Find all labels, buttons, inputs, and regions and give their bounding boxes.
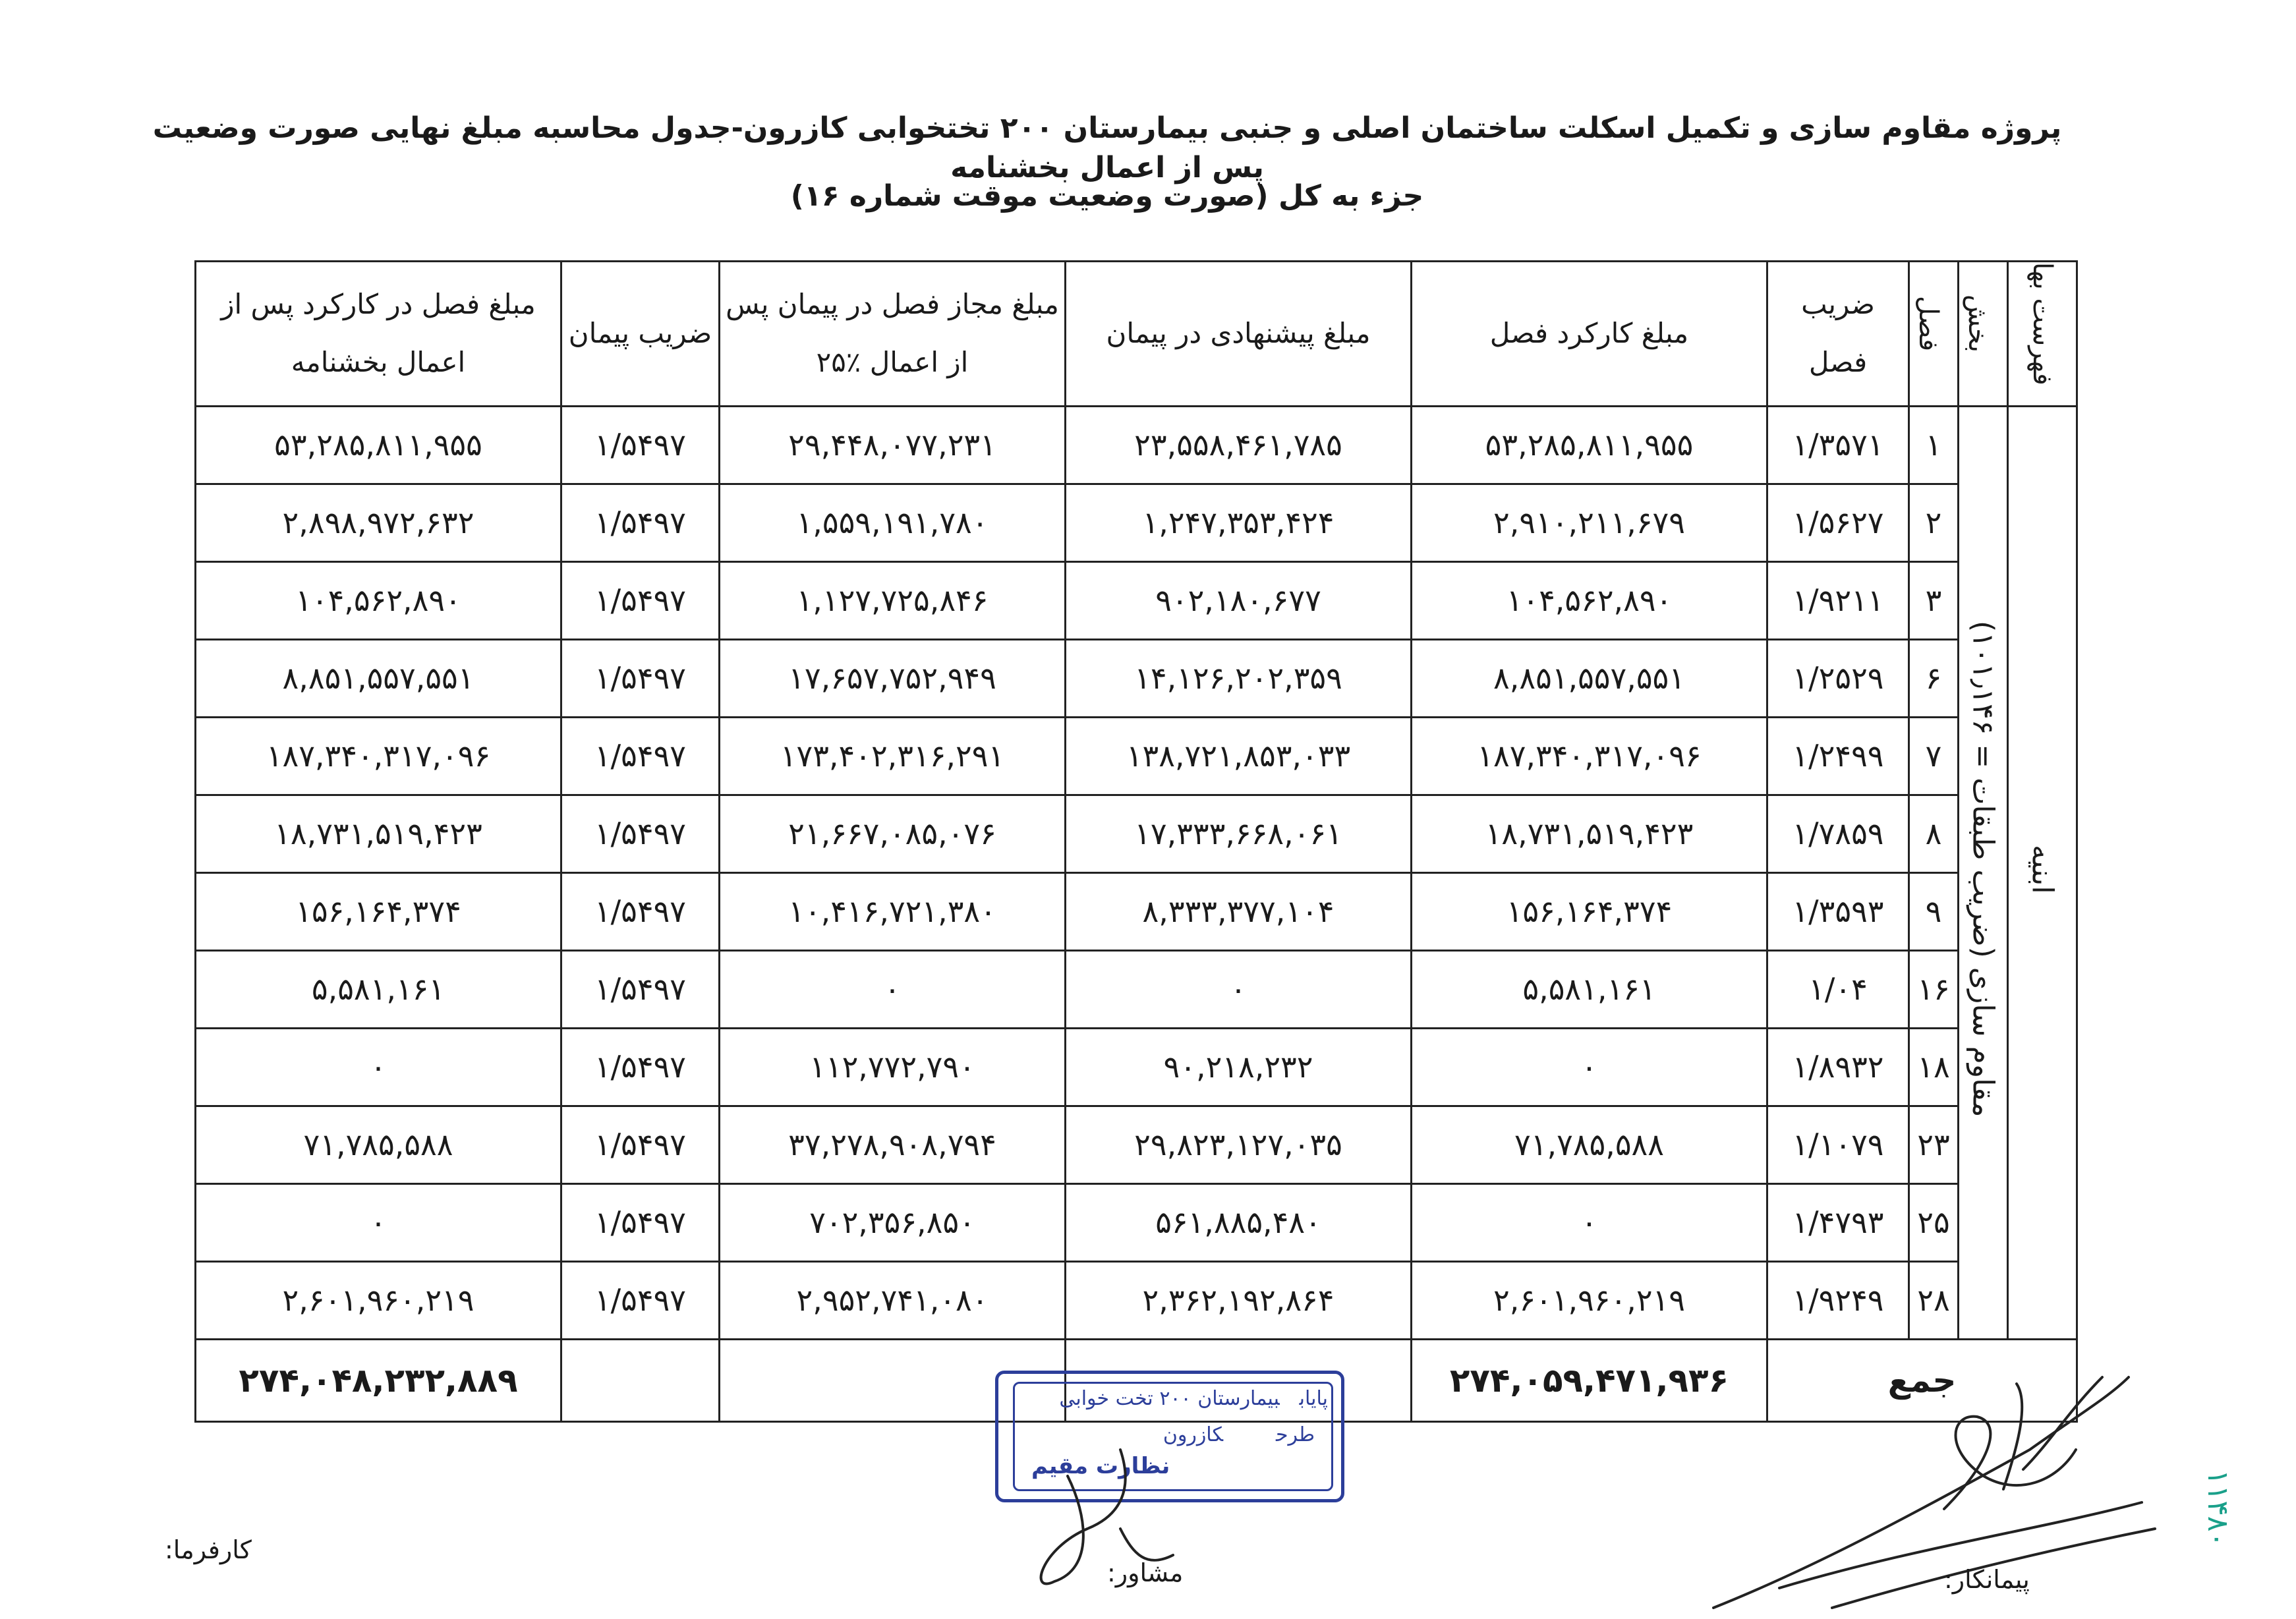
chapter-work-cell: ۱۸,۷۳۱,۵۱۹,۴۲۳ bbox=[1412, 795, 1767, 872]
proposed-cell: ۱۳۸,۷۲۱,۸۵۳,۰۳۳ bbox=[1066, 717, 1412, 795]
proposed-cell: ۲,۳۶۲,۱۹۲,۸۶۴ bbox=[1066, 1261, 1412, 1339]
allowed-cell: ۱,۵۵۹,۱۹۱,۷۸۰ bbox=[720, 484, 1066, 561]
allowed-cell: ۲۱,۶۶۷,۰۸۵,۰۷۶ bbox=[720, 795, 1066, 872]
total-label-cell: جمع bbox=[1767, 1339, 2077, 1421]
proposed-cell: ۵۶۱,۸۸۵,۴۸۰ bbox=[1066, 1183, 1412, 1261]
contract-coef-cell: ۱/۵۴۹۷ bbox=[561, 1261, 720, 1339]
final-cell: ۷۱,۷۸۵,۵۸۸ bbox=[196, 1106, 561, 1183]
contractor-signature bbox=[1713, 1377, 2129, 1608]
contractor-signature-flourish bbox=[2003, 1377, 2102, 1489]
contract-coef-cell: ۱/۵۴۹۷ bbox=[561, 950, 720, 1028]
chapter-coef-cell: ۱/۹۲۱۱ bbox=[1767, 561, 1909, 639]
contract-coef-cell: ۱/۵۴۹۷ bbox=[561, 406, 720, 484]
final-cell: ۰ bbox=[196, 1183, 561, 1261]
chapter-work-cell: ۱۰۴,۵۶۲,۸۹۰ bbox=[1412, 561, 1767, 639]
price-list-cell: ابنیه bbox=[2008, 406, 2077, 1339]
stamp-line3: نظارت مقیم bbox=[1031, 1453, 1170, 1479]
contract-coef-cell: ۱/۵۴۹۷ bbox=[561, 639, 720, 717]
chapter-cell: ۲۳ bbox=[1909, 1106, 1959, 1183]
allowed-cell: ۷۰۲,۳۵۶,۸۵۰ bbox=[720, 1183, 1066, 1261]
contract-coef-cell: ۱/۵۴۹۷ bbox=[561, 717, 720, 795]
chapter-cell: ۱۸ bbox=[1909, 1028, 1959, 1106]
final-cell: ۰ bbox=[196, 1028, 561, 1106]
chapter-cell: ۸ bbox=[1909, 795, 1959, 872]
chapter-cell: ۱۶ bbox=[1909, 950, 1959, 1028]
chapter-work-cell: ۲,۹۱۰,۲۱۱,۶۷۹ bbox=[1412, 484, 1767, 561]
allowed-cell: ۱,۱۲۷,۷۲۵,۸۴۶ bbox=[720, 561, 1066, 639]
allowed-cell: ۱۷,۶۵۷,۷۵۲,۹۴۹ bbox=[720, 639, 1066, 717]
chapter-work-cell: ۸,۸۵۱,۵۵۷,۵۵۱ bbox=[1412, 639, 1767, 717]
chapter-coef-cell: ۱/۴۷۹۳ bbox=[1767, 1183, 1909, 1261]
header-final: مبلغ فصل در کارکرد پس از اعمال بخشنامه bbox=[196, 262, 561, 407]
allowed-cell: ۱۱۲,۷۷۲,۷۹۰ bbox=[720, 1028, 1066, 1106]
chapter-coef-cell: ۱/۰۴ bbox=[1767, 950, 1909, 1028]
proposed-cell: ۱۷,۳۳۳,۶۶۸,۰۶۱ bbox=[1066, 795, 1412, 872]
allowed-cell: ۱۷۳,۴۰۲,۳۱۶,۲۹۱ bbox=[720, 717, 1066, 795]
contract-coef-cell: ۱/۵۴۹۷ bbox=[561, 872, 720, 950]
header-contract-coef: ضریب پیمان bbox=[561, 262, 720, 407]
consultant-signature-label: مشاور: bbox=[1107, 1558, 1184, 1587]
chapter-coef-cell: ۱/۸۹۳۲ bbox=[1767, 1028, 1909, 1106]
chapter-cell: ۳ bbox=[1909, 561, 1959, 639]
chapter-coef-cell: ۱/۵۶۲۷ bbox=[1767, 484, 1909, 561]
chapter-coef-cell: ۱/۳۵۷۱ bbox=[1767, 406, 1909, 484]
contract-coef-cell: ۱/۵۴۹۷ bbox=[561, 795, 720, 872]
contract-coef-cell: ۱/۵۴۹۷ bbox=[561, 1028, 720, 1106]
contractor-signature-label: پیمانکار: bbox=[1944, 1565, 2030, 1594]
chapter-coef-cell: ۱/۷۸۵۹ bbox=[1767, 795, 1909, 872]
chapter-work-cell: ۱۵۶,۱۶۴,۳۷۴ bbox=[1412, 872, 1767, 950]
header-chapter-coef: ضریب فصل bbox=[1767, 262, 1909, 407]
proposed-cell: ۹۰,۲۱۸,۲۳۲ bbox=[1066, 1028, 1412, 1106]
final-cell: ۱۸۷,۳۴۰,۳۱۷,۰۹۶ bbox=[196, 717, 561, 795]
proposed-cell: ۱۴,۱۲۶,۲۰۲,۳۵۹ bbox=[1066, 639, 1412, 717]
chapter-cell: ۲۸ bbox=[1909, 1261, 1959, 1339]
chapter-work-cell: ۰ bbox=[1412, 1028, 1767, 1106]
chapter-cell: ۲ bbox=[1909, 484, 1959, 561]
proposed-cell: ۲۹,۸۲۳,۱۲۷,۰۳۵ bbox=[1066, 1106, 1412, 1183]
chapter-work-cell: ۷۱,۷۸۵,۵۸۸ bbox=[1412, 1106, 1767, 1183]
header-proposed: مبلغ پیشنهادی در پیمان bbox=[1066, 262, 1412, 407]
total-work-cell: ۲۷۴,۰۵۹,۴۷۱,۹۳۶ bbox=[1412, 1339, 1767, 1421]
chapter-work-cell: ۵۳,۲۸۵,۸۱۱,۹۵۵ bbox=[1412, 406, 1767, 484]
chapter-cell: ۹ bbox=[1909, 872, 1959, 950]
consultant-signature-tail bbox=[1120, 1529, 1173, 1560]
final-cell: ۱۵۶,۱۶۴,۳۷۴ bbox=[196, 872, 561, 950]
allowed-cell: ۱۰,۴۱۶,۷۲۱,۳۸۰ bbox=[720, 872, 1066, 950]
chapter-work-cell: ۰ bbox=[1412, 1183, 1767, 1261]
chapter-cell: ۲۵ bbox=[1909, 1183, 1959, 1261]
final-cell: ۵,۵۸۱,۱۶۱ bbox=[196, 950, 561, 1028]
allowed-cell: ۲,۹۵۲,۷۴۱,۰۸۰ bbox=[720, 1261, 1066, 1339]
contract-coef-cell: ۱/۵۴۹۷ bbox=[561, 1183, 720, 1261]
header-price-list: فهرست بها bbox=[2008, 262, 2077, 407]
header-chapter: فصل bbox=[1909, 262, 1959, 407]
chapter-coef-cell: ۱/۱۰۷۹ bbox=[1767, 1106, 1909, 1183]
stamp-line2b: کازرون bbox=[1162, 1423, 1224, 1446]
allowed-cell: ۳۷,۲۷۸,۹۰۸,۷۹۴ bbox=[720, 1106, 1066, 1183]
chapter-cell: ۱ bbox=[1909, 406, 1959, 484]
header-chapter-work: مبلغ کارکرد فصل bbox=[1412, 262, 1767, 407]
proposed-cell: ۲۳,۵۵۸,۴۶۱,۷۸۵ bbox=[1066, 406, 1412, 484]
section-cell: مقاوم سازی (ضریب طبقات = ۱۰۱٫۱۴۶) bbox=[1959, 406, 2008, 1339]
proposed-cell: ۰ bbox=[1066, 950, 1412, 1028]
total-final-cell: ۲۷۴,۰۴۸,۲۳۲,۸۸۹ bbox=[196, 1339, 561, 1421]
allowed-cell: ۲۹,۴۴۸,۰۷۷,۲۳۱ bbox=[720, 406, 1066, 484]
chapter-coef-cell: ۱/۳۵۹۳ bbox=[1767, 872, 1909, 950]
allowed-cell: ۰ bbox=[720, 950, 1066, 1028]
chapter-cell: ۷ bbox=[1909, 717, 1959, 795]
header-section: بخش bbox=[1959, 262, 2008, 407]
final-cell: ۲,۸۹۸,۹۷۲,۶۳۲ bbox=[196, 484, 561, 561]
header-allowed: مبلغ مجاز فصل در پیمان پس از اعمال ٪۲۵ bbox=[720, 262, 1066, 407]
final-cell: ۸,۸۵۱,۵۵۷,۵۵۱ bbox=[196, 639, 561, 717]
chapter-work-cell: ۵,۵۸۱,۱۶۱ bbox=[1412, 950, 1767, 1028]
chapter-coef-cell: ۱/۲۵۲۹ bbox=[1767, 639, 1909, 717]
chapter-coef-cell: ۱/۲۴۹۹ bbox=[1767, 717, 1909, 795]
employer-signature-label: کارفرما: bbox=[165, 1535, 252, 1564]
document-subtitle: جزء به کل (صورت وضعیت موقت شماره ۱۶) bbox=[790, 179, 1424, 213]
proposed-cell: ۸,۳۳۳,۳۷۷,۱۰۴ bbox=[1066, 872, 1412, 950]
document-title: پروژه مقاوم سازی و تکمیل اسکلت ساختمان اصلی و جنبی بیمارستان ۲۰۰ تختخوابی کازرون-جدول محاسبه مبلغ نهایی صورت وضعیت پس از اعمال بخشنامه bbox=[152, 111, 2062, 185]
chapter-work-cell: ۱۸۷,۳۴۰,۳۱۷,۰۹۶ bbox=[1412, 717, 1767, 795]
contract-coef-cell: ۱/۵۴۹۷ bbox=[561, 484, 720, 561]
stamp-line1b: بیمارستان ۲۰۰ تخت خوابی bbox=[1059, 1387, 1280, 1410]
chapter-work-cell: ۲,۶۰۱,۹۶۰,۲۱۹ bbox=[1412, 1261, 1767, 1339]
final-cell: ۵۳,۲۸۵,۸۱۱,۹۵۵ bbox=[196, 406, 561, 484]
final-cell: ۱۸,۷۳۱,۵۱۹,۴۲۳ bbox=[196, 795, 561, 872]
stamp-line2a: طرح bbox=[1276, 1423, 1315, 1446]
final-cell: ۱۰۴,۵۶۲,۸۹۰ bbox=[196, 561, 561, 639]
proposed-cell: ۱,۲۴۷,۳۵۳,۴۲۴ bbox=[1066, 484, 1412, 561]
proposed-cell: ۹۰۲,۱۸۰,۶۷۷ bbox=[1066, 561, 1412, 639]
chapter-coef-cell: ۱/۹۲۴۹ bbox=[1767, 1261, 1909, 1339]
final-cell: ۲,۶۰۱,۹۶۰,۲۱۹ bbox=[196, 1261, 561, 1339]
contract-coef-cell: ۱/۵۴۹۷ bbox=[561, 561, 720, 639]
chapter-cell: ۶ bbox=[1909, 639, 1959, 717]
page-number: ۱۱۴۸۰ bbox=[2201, 1469, 2235, 1548]
contract-coef-cell: ۱/۵۴۹۷ bbox=[561, 1106, 720, 1183]
stamp-line1a: پایاب bbox=[1299, 1387, 1328, 1410]
